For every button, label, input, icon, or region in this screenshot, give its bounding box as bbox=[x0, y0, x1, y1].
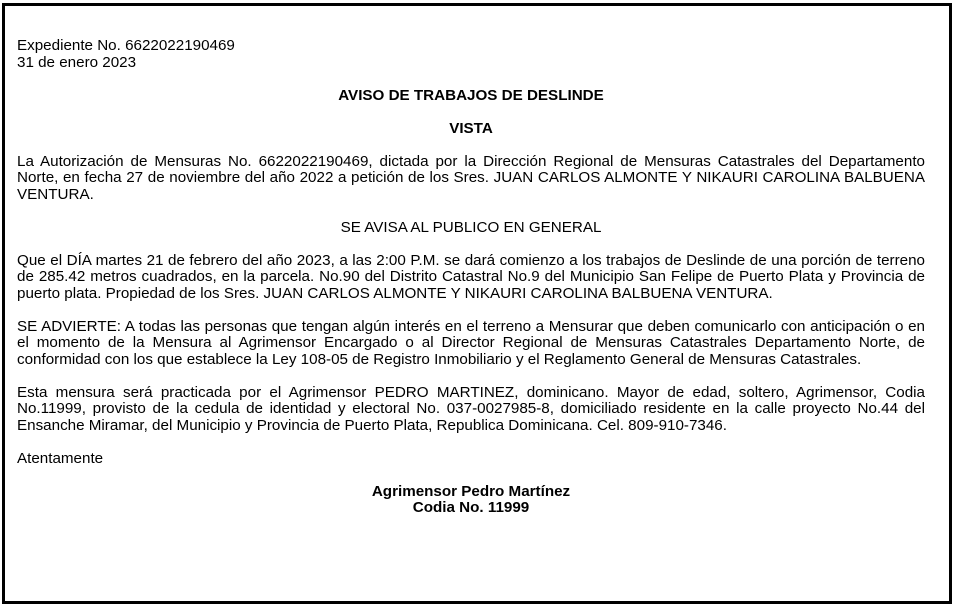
authorization-paragraph: La Autorización de Mensuras No. 6622022190469, dictada por la Dirección Regional de Mensuras Catastrales del Departamento Norte, en fecha 27 de noviembre del año 2022 a petición de los Sres. JUAN CARLOS ALMONTE Y NIKAURI CAROLINA BALBUENA VENTURA. bbox=[17, 152, 925, 203]
notice-title: AVISO DE TRABAJOS DE DESLINDE bbox=[338, 86, 604, 104]
signature-codia: Codia No. 11999 bbox=[412, 499, 530, 516]
public-notice-heading: SE AVISA AL PUBLICO EN GENERAL bbox=[340, 218, 602, 236]
signature-name: Agrimensor Pedro Martínez bbox=[371, 482, 571, 500]
closing-text: Atentamente bbox=[17, 449, 104, 467]
notice-content bbox=[17, 38, 925, 517]
warning-paragraph: SE ADVIERTE: A todas las personas que tengan algún interés en el terreno a Mensurar que deben comunicarlo con anticipación o en el momento de la Mensura al Agrimensor Encargado o al Director Regional de Mensuras Catastrales Departamento Norte, de conformidad con los que establece la Ley 108-05 de Registro Inmobiliario y el Reglamento General de Mensuras Catastrales. bbox=[17, 317, 925, 368]
expediente-number: Expediente No. 6622022190469 bbox=[17, 37, 235, 54]
works-paragraph: Que el DÍA martes 21 de febrero del año 2023, a las 2:00 P.M. se dará comienzo a los trabajos de Deslinde de una porción de terreno de 285.42 metros cuadrados, en la parcela. No.90 del Distrito Catastral No.9 del Municipio San Felipe de Puerto Plata y Provincia de puerto plata. Propiedad de los Sres. JUAN CARLOS ALMONTE Y NIKAURI CAROLINA BALBUENA VENTURA. bbox=[17, 251, 925, 302]
surveyor-paragraph: Esta mensura será practicada por el Agrimensor PEDRO MARTINEZ, dominicano. Mayor de edad, soltero, Agrimensor, Codia No.11999, provisto de la cedula de identidad y electoral No. 037-0027985-8, domiciliado residente en la calle proyecto No.44 del Ensanche Miramar, del Municipio y Provincia de Puerto Plata, Republica Dominicana. Cel. 809-910-7346. bbox=[17, 383, 925, 434]
notice-date: 31 de enero 2023 bbox=[17, 53, 137, 71]
notice-subtitle: VISTA bbox=[449, 119, 493, 137]
